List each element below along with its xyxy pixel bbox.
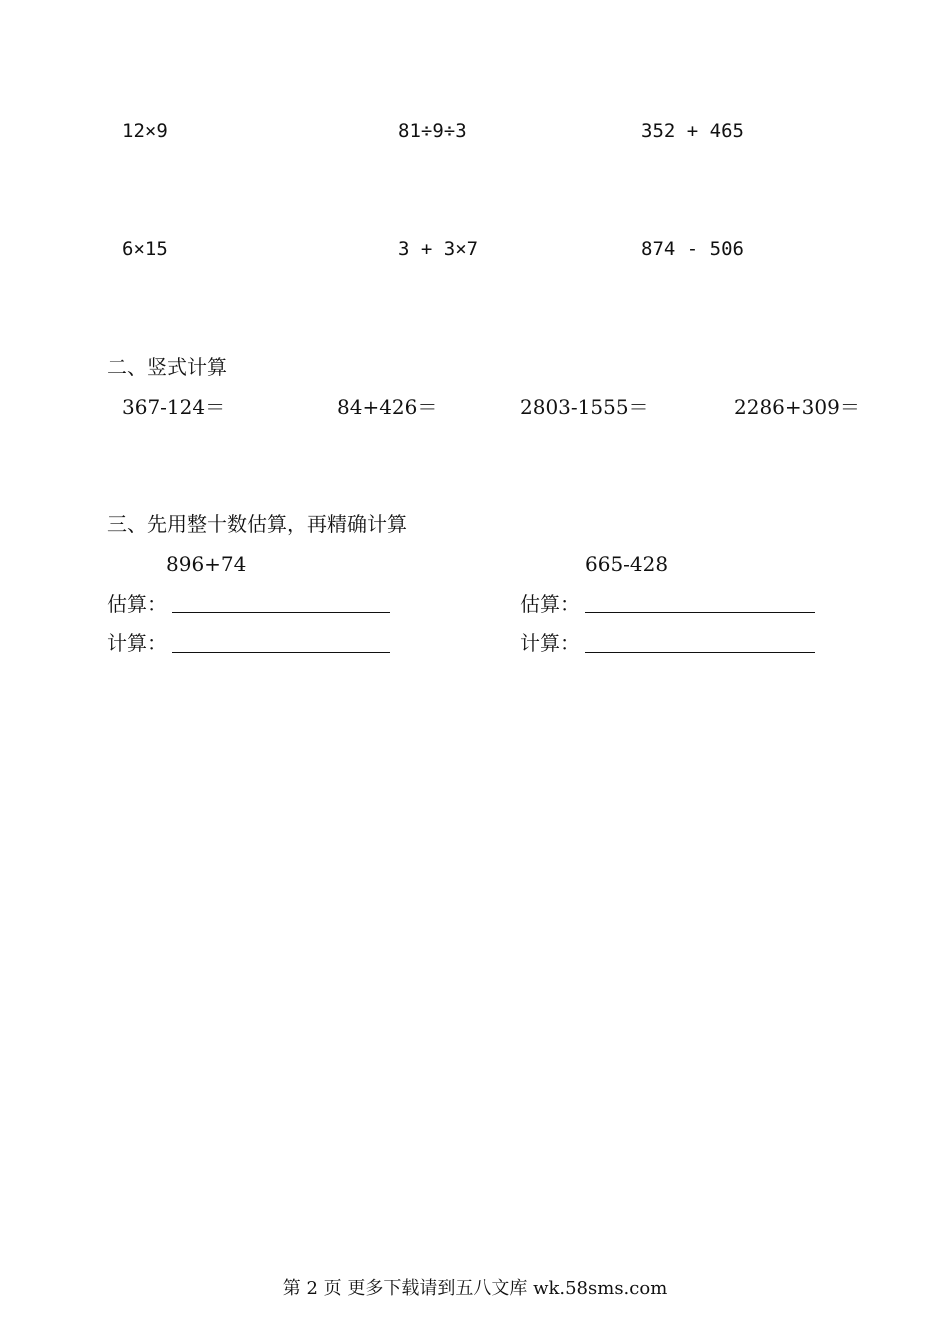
estimate-answer-blank-1[interactable] (172, 612, 390, 613)
calc-label-1: 计算： (107, 631, 167, 655)
problem-6: 874 - 506 (641, 238, 744, 260)
problem-1: 12×9 (122, 120, 168, 142)
problem-3: 352 + 465 (641, 120, 744, 142)
problem-2: 81÷9÷3 (398, 120, 467, 142)
section-2-heading: 二、竖式计算 (107, 355, 227, 379)
vertical-problem-1: 367-124＝ (122, 395, 226, 419)
calc-answer-blank-1[interactable] (172, 652, 390, 653)
calc-label-2: 计算： (520, 631, 580, 655)
estimate-expression-1: 896+74 (166, 552, 247, 576)
problem-4: 6×15 (122, 238, 168, 260)
estimate-label-2: 估算： (520, 592, 580, 616)
calc-answer-blank-2[interactable] (585, 652, 815, 653)
section-3-heading: 三、先用整十数估算，再精确计算 (107, 512, 407, 536)
estimate-answer-blank-2[interactable] (585, 612, 815, 613)
vertical-problem-2: 84+426＝ (337, 395, 438, 419)
estimate-label-1: 估算： (107, 592, 167, 616)
page-footer: 第 2 页 更多下载请到五八文库 wk.58sms.com (282, 1278, 668, 1299)
estimate-expression-2: 665-428 (585, 552, 669, 576)
vertical-problem-3: 2803-1555＝ (520, 395, 649, 419)
problem-5: 3 + 3×7 (398, 238, 479, 260)
vertical-problem-4: 2286+309＝ (734, 395, 860, 419)
